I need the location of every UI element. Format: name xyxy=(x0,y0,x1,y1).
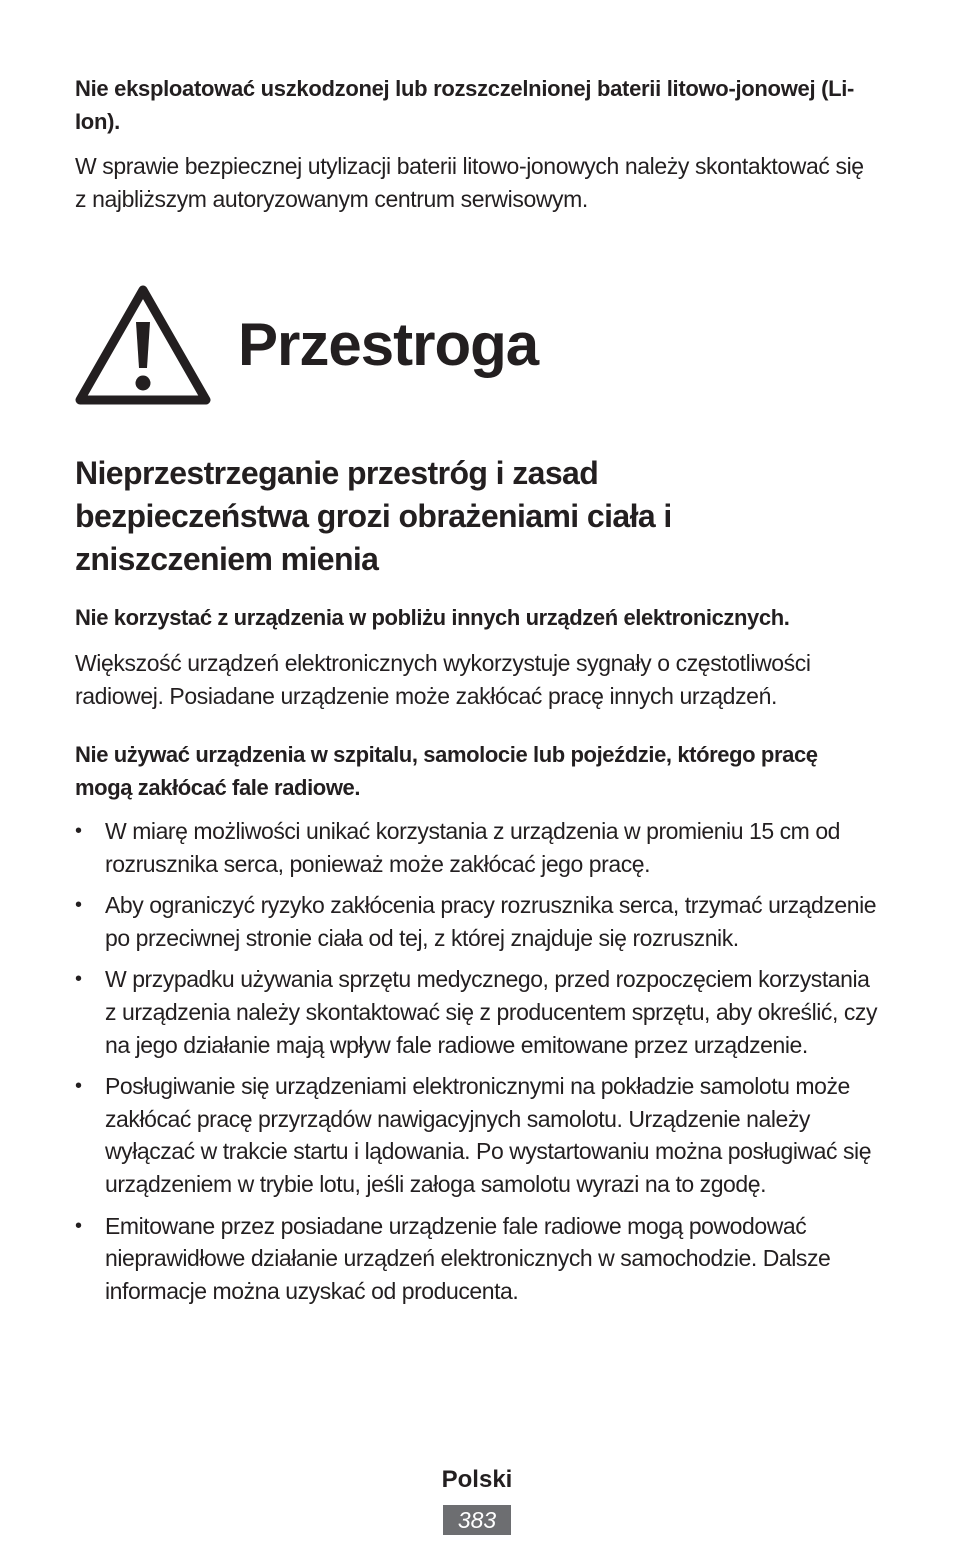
bullet-marker: • xyxy=(75,894,82,917)
intro-text: W sprawie bezpiecznej utylizacji baterii litowo-jonowych należy skontaktować się z najbliższym autoryzowanym centrum serwisowym. xyxy=(75,153,864,212)
electronics-heading: Nie korzystać z urządzenia w pobliżu innych urządzeń elektronicznych. xyxy=(75,605,790,630)
warning-triangle-icon xyxy=(75,284,211,406)
bullet-marker: • xyxy=(75,820,82,842)
list-item xyxy=(75,1070,885,1200)
list-item-text: Aby ograniczyć ryzyko zakłócenia pracy rozrusznika serca, trzymać urządzenie po przeciwnej stronie ciała od tej, z której znajduje się rozrusznik. xyxy=(105,892,877,951)
footer-language: Polski xyxy=(441,1466,513,1493)
list-item-text: W miarę możliwości unikać korzystania z urządzenia w promieniu 15 cm od rozrusznika serca, ponieważ może zakłócać jego pracę. xyxy=(105,818,841,877)
list-item xyxy=(75,963,885,1061)
bullet-marker: • xyxy=(75,1075,82,1098)
section-title: Nieprzestrzeganie przestróg i zasad bezpieczeństwa grozi obrażeniami ciała i zniszczeniem mienia xyxy=(75,455,672,577)
caution-block xyxy=(75,280,675,410)
bullet-list xyxy=(75,815,885,1316)
list-item-text: W przypadku używania sprzętu medycznego, przed rozpoczęciem korzystania z urządzenia należy skontaktować się z producentem sprzętu, aby określić, czy na jego działanie mają wpływ fale radiowe emitowane przez urządzenie. xyxy=(105,966,878,1058)
list-item xyxy=(75,1210,885,1308)
caution-title: Przestroga xyxy=(238,311,539,378)
bullet-marker: • xyxy=(75,1214,82,1237)
intro-heading: Nie eksploatować uszkodzonej lub rozszczelnionej baterii litowo-jonowej (Li-Ion). xyxy=(75,76,855,134)
page-number: 383 xyxy=(443,1505,511,1535)
hospital-plane-heading: Nie używać urządzenia w szpitalu, samolocie lub pojeździe, którego pracę mogą zakłócać fale radiowe. xyxy=(75,742,818,800)
electronics-text: Większość urządzeń elektronicznych wykorzystuje sygnały o częstotliwości radiowej. Posiadane urządzenie może zakłócać pracę innych urządzeń. xyxy=(75,650,811,709)
list-item-text: Posługiwanie się urządzeniami elektronicznymi na pokładzie samolotu może zakłócać pracę przyrządów nawigacyjnych samolotu. Urządzenie należy wyłączać w trakcie startu i lądowania. Po wystartowaniu można posługiwać się urządzeniem w trybie lotu, jeśli załoga samolotu wyrazi na to zgodę. xyxy=(105,1073,872,1197)
list-item xyxy=(75,815,885,880)
list-item-text: Emitowane przez posiadane urządzenie fale radiowe mogą powodować nieprawidłowe działanie urządzeń elektronicznych w samochodzie. Dalsze informacje można uzyskać od producenta. xyxy=(105,1212,831,1304)
list-item xyxy=(75,889,885,954)
bullet-marker: • xyxy=(75,968,82,991)
